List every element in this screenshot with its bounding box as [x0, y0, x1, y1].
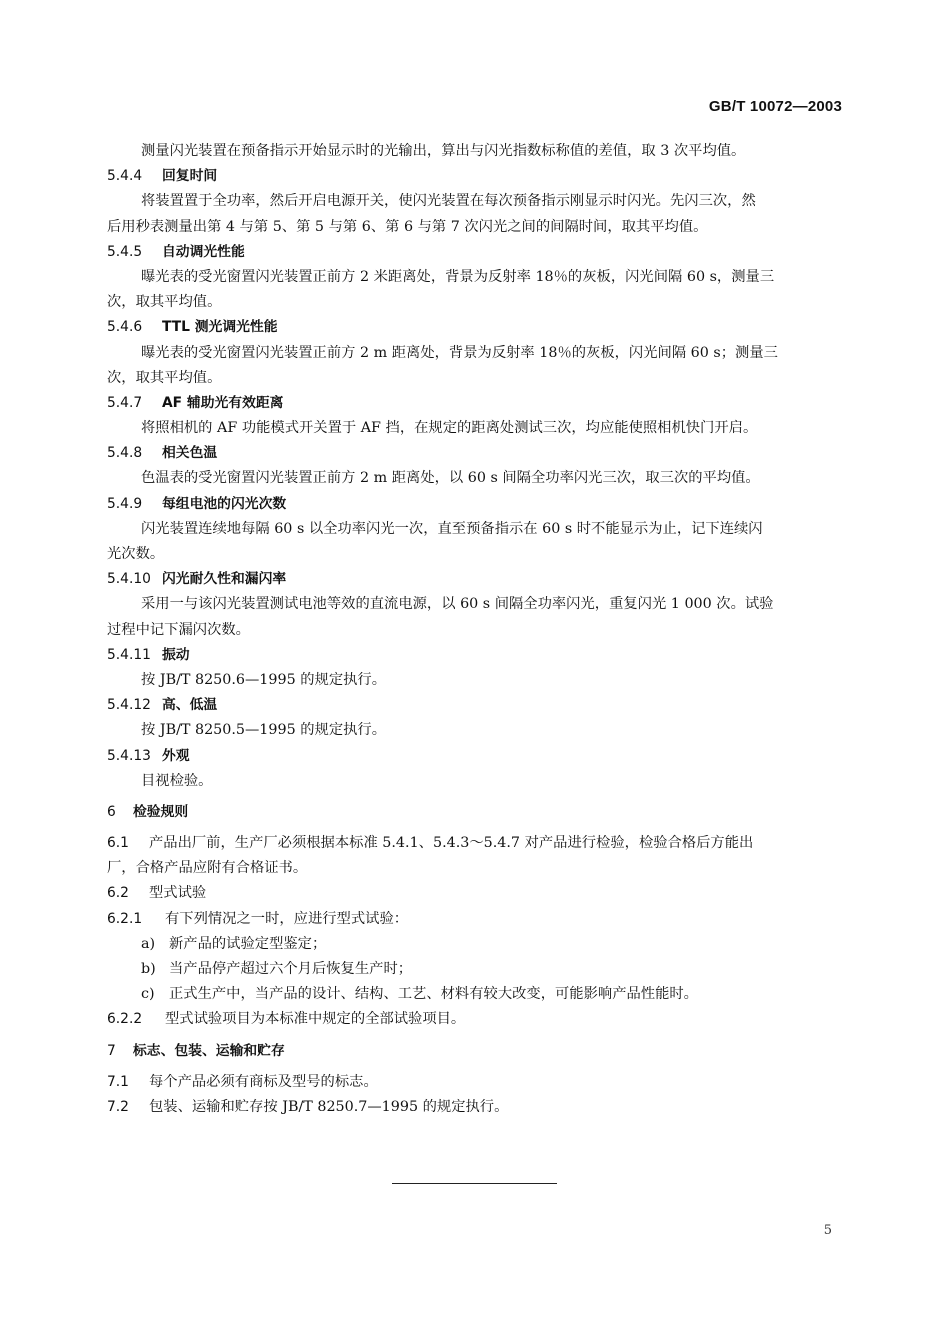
- clause-number: 6.1: [107, 835, 129, 852]
- paragraph: [107, 831, 844, 856]
- paragraph: [107, 1095, 844, 1120]
- list-item: [107, 932, 844, 957]
- paragraph: 次，取其平均值。: [107, 369, 222, 386]
- paragraph: 后用秒表测量出第 4 与第 5、第 5 与第 6、第 6 与第 7 次闪光之间的间隔时间，取其平均值。: [107, 218, 708, 235]
- clause-number: 6.2.2: [107, 1011, 143, 1028]
- clause-heading: [107, 744, 844, 769]
- clause-number: 5.4.4: [107, 168, 143, 185]
- clause-title: 回复时间: [162, 168, 218, 185]
- section-title: 标志、包装、运输和贮存: [133, 1042, 285, 1059]
- clause-text: 有下列情况之一时，应进行型式试验：: [165, 910, 409, 927]
- list-text: 新产品的试验定型鉴定；: [169, 935, 327, 952]
- clause-number: 5.4.5: [107, 243, 143, 260]
- clause-title: 高、低温: [162, 697, 218, 714]
- clause-text: 每个产品必须有商标及型号的标志。: [149, 1073, 378, 1090]
- clause-number: 5.4.7: [107, 394, 143, 411]
- paragraph: 将装置置于全功率，然后开启电源开关，使闪光装置在每次预备指示刚显示时闪光。先闪三次，然: [141, 193, 756, 210]
- clause-heading: [107, 567, 844, 592]
- list-marker: a): [141, 935, 156, 952]
- document-body: [107, 139, 844, 1120]
- clause-number: 5.4.13: [107, 747, 151, 764]
- paragraph: 按 JB/T 8250.5—1995 的规定执行。: [141, 722, 387, 739]
- clause-number: 5.4.9: [107, 495, 143, 512]
- page-number: 5: [823, 1223, 832, 1238]
- list-item: [107, 957, 844, 982]
- clause-text: 型式试验项目为本标准中规定的全部试验项目。: [165, 1011, 466, 1028]
- clause-text: 包装、运输和贮存按 JB/T 8250.7—1995 的规定执行。: [149, 1098, 509, 1115]
- clause-number: 6.2: [107, 885, 129, 902]
- paragraph: 过程中记下漏闪次数。: [107, 621, 250, 638]
- clause-title: 振动: [162, 646, 190, 663]
- clause-heading: [107, 391, 844, 416]
- clause-title: AF 辅助光有效距离: [162, 394, 284, 411]
- paragraph: 曝光表的受光窗置闪光装置正前方 2 m 距离处，背景为反射率 18％的灰板，闪光间隔 60 s；测量三: [141, 344, 778, 361]
- paragraph: 光次数。: [107, 546, 165, 562]
- clause-title: 闪光耐久性和漏闪率: [162, 571, 287, 588]
- clause-number: 5.4.12: [107, 697, 151, 714]
- clause-number: 6.2.1: [107, 910, 143, 927]
- paragraph: [107, 1070, 844, 1095]
- list-marker: b): [141, 961, 156, 977]
- paragraph: 闪光装置连续地每隔 60 s 以全功率闪光一次，直至预备指示在 60 s 时不能显示为止，记下连续闪: [141, 520, 763, 537]
- clause-title: 相关色温: [162, 445, 218, 462]
- list-text: 当产品停产超过六个月后恢复生产时；: [169, 961, 413, 977]
- clause-heading: [107, 441, 844, 466]
- list-item: [107, 982, 844, 1007]
- paragraph: [107, 1007, 844, 1032]
- clause-heading: [107, 315, 844, 340]
- clause-heading: [107, 693, 844, 718]
- section-number: 7: [107, 1042, 116, 1059]
- clause-number: 5.4.6: [107, 319, 143, 336]
- paragraph: 厂，合格产品应附有合格证书。: [107, 860, 308, 877]
- clause-number: 7.1: [107, 1073, 129, 1090]
- paragraph: [107, 907, 844, 932]
- standard-number: GB/T 10072—2003: [708, 98, 842, 115]
- clause-title: 每组电池的闪光次数: [162, 495, 287, 512]
- clause-number: 5.4.10: [107, 571, 151, 588]
- clause-number: 5.4.11: [107, 646, 151, 663]
- section-heading: [107, 1039, 844, 1064]
- paragraph: 曝光表的受光窗置闪光装置正前方 2 米距离处，背景为反射率 18％的灰板，闪光间隔 60 s，测量三: [141, 268, 775, 285]
- list-text: 正式生产中，当产品的设计、结构、工艺、材料有较大改变，可能影响产品性能时。: [169, 986, 698, 1003]
- paragraph: 将照相机的 AF 功能模式开关置于 AF 挡，在规定的距离处测试三次，均应能使照相机快门开启。: [141, 420, 758, 437]
- paragraph: 采用一与该闪光装置测试电池等效的直流电源，以 60 s 间隔全功率闪光，重复闪光 1 000 次。试验: [141, 596, 774, 613]
- clause-heading: [107, 643, 844, 668]
- clause-text: 产品出厂前，生产厂必须根据本标准 5.4.1、5.4.3～5.4.7 对产品进行检验，检验合格后方能出: [149, 835, 754, 852]
- clause-heading: [107, 492, 844, 517]
- clause-heading: [107, 240, 844, 265]
- clause-text: 型式试验: [149, 885, 207, 902]
- clause-heading: [107, 164, 844, 189]
- clause-number: 5.4.8: [107, 445, 143, 462]
- paragraph: 次，取其平均值。: [107, 294, 222, 311]
- end-rule: [392, 1183, 557, 1184]
- paragraph: 测量闪光装置在预备指示开始显示时的光输出，算出与闪光指数标称值的差值，取 3 次平均值。: [141, 143, 746, 159]
- paragraph: 色温表的受光窗置闪光装置正前方 2 m 距离处，以 60 s 间隔全功率闪光三次，取三次的平均值。: [141, 470, 760, 487]
- paragraph: 按 JB/T 8250.6—1995 的规定执行。: [141, 671, 387, 688]
- clause-title: TTL 测光调光性能: [162, 319, 278, 336]
- section-heading: [107, 800, 844, 825]
- section-title: 检验规则: [133, 803, 189, 820]
- clause-number: 7.2: [107, 1098, 129, 1115]
- clause-title: 自动调光性能: [162, 243, 245, 260]
- clause-title: 外观: [162, 747, 190, 764]
- paragraph: 目视检验。: [141, 772, 213, 789]
- section-number: 6: [107, 803, 116, 820]
- list-marker: c): [141, 986, 155, 1003]
- paragraph: [107, 881, 844, 906]
